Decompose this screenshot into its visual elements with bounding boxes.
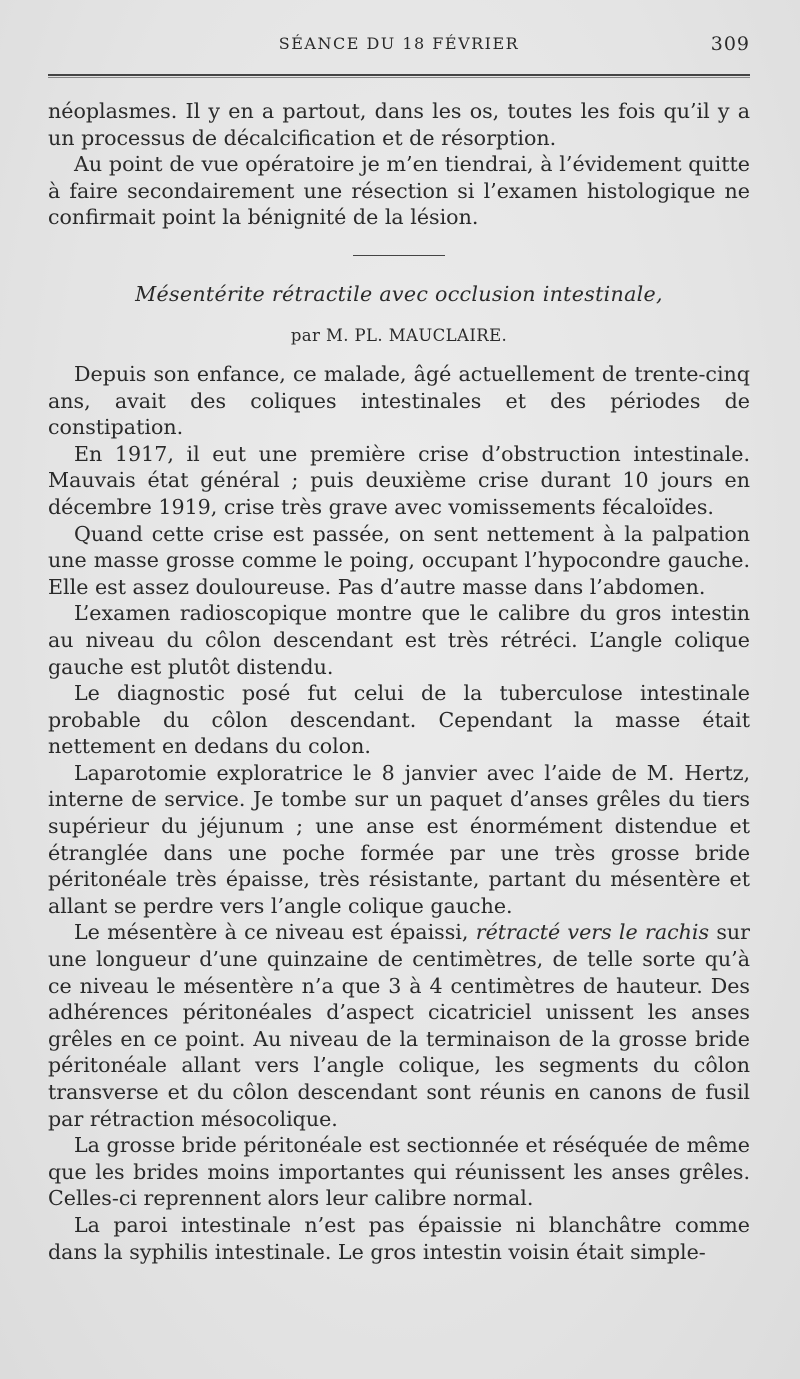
paragraph-7	[48, 919, 750, 1132]
running-title: SÉANCE DU 18 FÉVRIER	[278, 34, 520, 53]
page-text	[48, 98, 750, 1265]
paragraph-8: La grosse bride péritonéale est sectionnée et réséquée de même que les brides moins importantes qui réunissent les anses grêles. Celles-ci reprennent alors leur calibre normal.	[48, 1133, 750, 1211]
paragraph-operatoire: Au point de vue opératoire je m’en tiendrai, à l’évidement quitte à faire secondairement une résection si l’examen histologique ne confirmait point la bénignité de la lésion.	[48, 152, 750, 230]
page-number: 309	[710, 33, 750, 55]
paragraph-continued: néoplasmes. Il y en a partout, dans les os, toutes les fois qu’il y a un processus de décalcification et de résorption.	[48, 99, 750, 150]
paragraph-6: Laparotomie exploratrice le 8 janvier avec l’aide de M. Hertz, interne de service. Je tombe sur un paquet d’anses grêles du tiers supérieur du jéjunum ; une anse est énormément distendue et étranglée dans une poche formée par une très grosse bride péritonéale très épaisse, très résistante, partant du mésentère et allant se perdre vers l’angle colique gauche.	[48, 760, 750, 918]
paragraph-7-end: sur une longueur d’une quinzaine de centimètres, de telle sorte qu’à ce niveau le mésentère n’a que 3 à 4 centimètres de hauteur. Des adhérences péritonéales d’aspect cicatriciel unissent les anses grêles en ce point. Au niveau de la terminaison de la grosse bride péritonéale allant vers l’angle colique, les segments du côlon transverse et du côlon descendant sont réunis en canons de fusil par rétraction mésocolique.	[48, 920, 751, 1131]
running-head	[48, 0, 750, 55]
paragraph-9: La paroi intestinale n’est pas épaissie ni blanchâtre comme dans la syphilis intestinale. Le gros intestin voisin était simple-	[48, 1212, 750, 1264]
paragraph-5: Le diagnostic posé fut celui de la tuberculose intestinale probable du côlon descendant. Cependant la masse était nettement en dedans du colon.	[48, 681, 750, 759]
paragraph-7-start: Le mésentère à ce niveau est épaissi,	[74, 920, 469, 945]
article-title: Mésentérite rétractile avec occlusion intestinale,	[135, 281, 663, 306]
paragraph-4: L’examen radioscopique montre que le calibre du gros intestin au niveau du côlon descendant est très rétréci. L’angle colique gauche est plutôt distendu.	[48, 601, 750, 679]
header-rule	[48, 74, 750, 78]
article-byline: par M. PL. MAUCLAIRE.	[290, 325, 508, 345]
paragraph-7-italic: rétracté vers le rachis	[475, 920, 710, 945]
paragraph-3: Quand cette crise est passée, on sent nettement à la palpation une masse grosse comme le poing, occupant l’hypocondre gauche. Elle est assez douloureuse. Pas d’autre masse dans l’abdomen.	[48, 521, 750, 599]
section-separator	[353, 255, 445, 256]
paragraph-1: Depuis son enfance, ce malade, âgé actuellement de trente-cinq ans, avait des coliques intestinales et des périodes de constipation.	[48, 361, 750, 440]
paragraph-2: En 1917, il eut une première crise d’obstruction intestinale. Mauvais état général ; puis deuxième crise durant 10 jours en décembre 1919, crise très grave avec vomissements fécaloïdes.	[48, 441, 750, 519]
